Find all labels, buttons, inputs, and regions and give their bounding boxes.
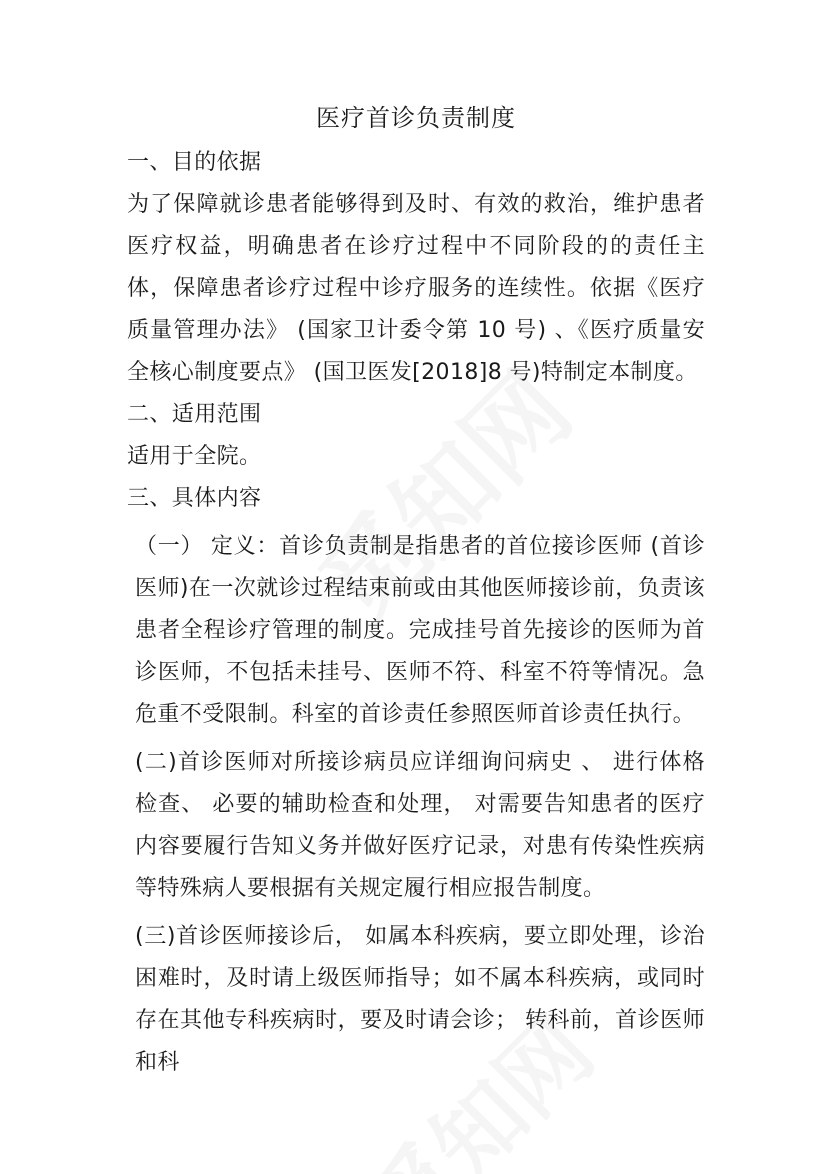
paragraph-purpose: 为了保障就诊患者能够得到及时、有效的救治，维护患者医疗权益，明确患者在诊疗过程中不同阶段的的责任主体，保障患者诊疗过程中诊疗服务的连续性。依据《医疗质量管理办法》 (国家卫计委令第 10 号) 、《医疗质量安全核心制度要点》 (国卫医发[2018]8 号)特制定本制度。 <box>127 192 705 385</box>
paragraph-definition: （一） 定义：首诊负责制是指患者的首位接诊医师 (首诊医师)在一次就诊过程结束前或由其他医师接诊前，负责该患者全程诊疗管理的制度。完成挂号首先接诊的医师为首诊医师，不包括未挂号、医师不符、科室不符等情况。急危重不受限制。科室的首诊责任参照医师首诊责任执行。 <box>135 534 705 727</box>
document-body <box>127 98 705 1084</box>
paragraph-scope: 适用于全院。 <box>127 444 262 469</box>
section-heading-content: 三、具体内容 <box>127 486 262 511</box>
paragraph-first-doctor-duties: (二)首诊医师对所接诊病员应详细询问病史 、 进行体格检查、 必要的辅助检查和处理， 对需要告知患者的医疗内容要履行告知义务并做好医疗记录，对患有传染性疾病等特殊病人要根据有关规定履行相应报告制度。 <box>135 750 705 901</box>
paragraph-after-admission: (三)首诊医师接诊后， 如属本科疾病，要立即处理，诊治困难时，及时请上级医师指导；如不属本科疾病，或同时存在其他专科疾病时，要及时请会诊； 转科前，首诊医师和科 <box>135 924 705 1075</box>
section-heading-scope: 二、适用范围 <box>127 402 262 427</box>
section-heading-purpose: 一、目的依据 <box>127 150 262 175</box>
document-title: 医疗首诊负责制度 <box>316 104 516 132</box>
